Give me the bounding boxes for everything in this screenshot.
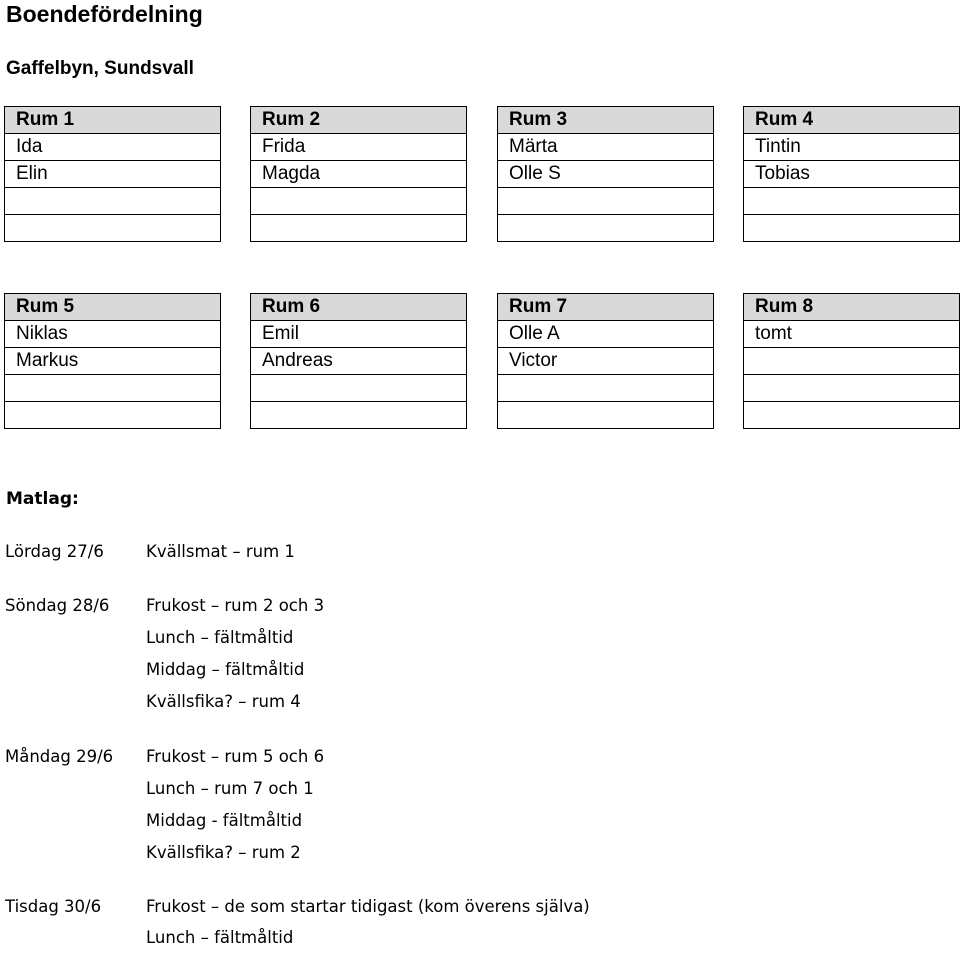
room-header: Rum 8 bbox=[744, 293, 959, 320]
room-table bbox=[743, 293, 960, 429]
room-occupant: Victor bbox=[498, 347, 713, 374]
room-occupant bbox=[744, 347, 959, 374]
schedule-meal: Kvällsfika? – rum 4 bbox=[146, 692, 301, 711]
room-occupant bbox=[498, 187, 713, 214]
room-occupant: Magda bbox=[251, 160, 466, 187]
room-occupant: Tintin bbox=[744, 133, 959, 160]
room-occupant: Andreas bbox=[251, 347, 466, 374]
schedule-meal: Frukost – rum 2 och 3 bbox=[146, 596, 325, 615]
room-occupant bbox=[744, 374, 959, 401]
room-table bbox=[4, 106, 221, 242]
room-table bbox=[250, 106, 467, 242]
location-subtitle: Gaffelbyn, Sundsvall bbox=[6, 58, 194, 79]
room-occupant bbox=[498, 374, 713, 401]
room-header: Rum 1 bbox=[5, 106, 220, 133]
schedule-day: Tisdag 30/6 bbox=[5, 897, 102, 916]
room-occupant: Ida bbox=[5, 133, 220, 160]
schedule-meal: Kvällsmat – rum 1 bbox=[146, 542, 295, 561]
schedule-meal: Middag – fältmåltid bbox=[146, 660, 305, 679]
room-occupant bbox=[5, 214, 220, 242]
room-table bbox=[250, 293, 467, 429]
room-occupant: Elin bbox=[5, 160, 220, 187]
room-occupant bbox=[744, 214, 959, 242]
room-header: Rum 4 bbox=[744, 106, 959, 133]
room-table bbox=[497, 106, 714, 242]
schedule-day: Söndag 28/6 bbox=[5, 596, 110, 615]
room-occupant: Niklas bbox=[5, 320, 220, 347]
schedule-meal: Kvällsfika? – rum 2 bbox=[146, 843, 301, 862]
room-occupant bbox=[251, 401, 466, 429]
room-header: Rum 2 bbox=[251, 106, 466, 133]
room-occupant bbox=[251, 187, 466, 214]
room-occupant: tomt bbox=[744, 320, 959, 347]
room-header: Rum 5 bbox=[5, 293, 220, 320]
room-occupant bbox=[5, 401, 220, 429]
room-occupant bbox=[251, 214, 466, 242]
room-occupant: Tobias bbox=[744, 160, 959, 187]
schedule-meal: Lunch – fältmåltid bbox=[146, 928, 294, 947]
room-occupant bbox=[498, 214, 713, 242]
room-occupant: Märta bbox=[498, 133, 713, 160]
schedule-meal: Lunch – fältmåltid bbox=[146, 628, 294, 647]
schedule-day: Måndag 29/6 bbox=[5, 747, 114, 766]
room-header: Rum 7 bbox=[498, 293, 713, 320]
room-occupant bbox=[498, 401, 713, 429]
room-occupant bbox=[744, 401, 959, 429]
room-table bbox=[4, 293, 221, 429]
room-occupant: Markus bbox=[5, 347, 220, 374]
room-header: Rum 6 bbox=[251, 293, 466, 320]
schedule-meal: Lunch – rum 7 och 1 bbox=[146, 779, 314, 798]
schedule-meal: Middag - fältmåltid bbox=[146, 811, 303, 830]
schedule-day: Lördag 27/6 bbox=[5, 542, 104, 561]
matlag-heading: Matlag: bbox=[6, 489, 79, 509]
room-header: Rum 3 bbox=[498, 106, 713, 133]
schedule-meal: Frukost – de som startar tidigast (kom överens själva) bbox=[146, 897, 590, 916]
room-table bbox=[743, 106, 960, 242]
room-occupant: Olle A bbox=[498, 320, 713, 347]
room-occupant: Olle S bbox=[498, 160, 713, 187]
room-occupant bbox=[744, 187, 959, 214]
room-occupant bbox=[5, 187, 220, 214]
room-occupant: Frida bbox=[251, 133, 466, 160]
room-occupant bbox=[5, 374, 220, 401]
room-occupant bbox=[251, 374, 466, 401]
room-occupant: Emil bbox=[251, 320, 466, 347]
room-table bbox=[497, 293, 714, 429]
page-title: Boendefördelning bbox=[6, 1, 203, 27]
schedule-meal: Frukost – rum 5 och 6 bbox=[146, 747, 325, 766]
